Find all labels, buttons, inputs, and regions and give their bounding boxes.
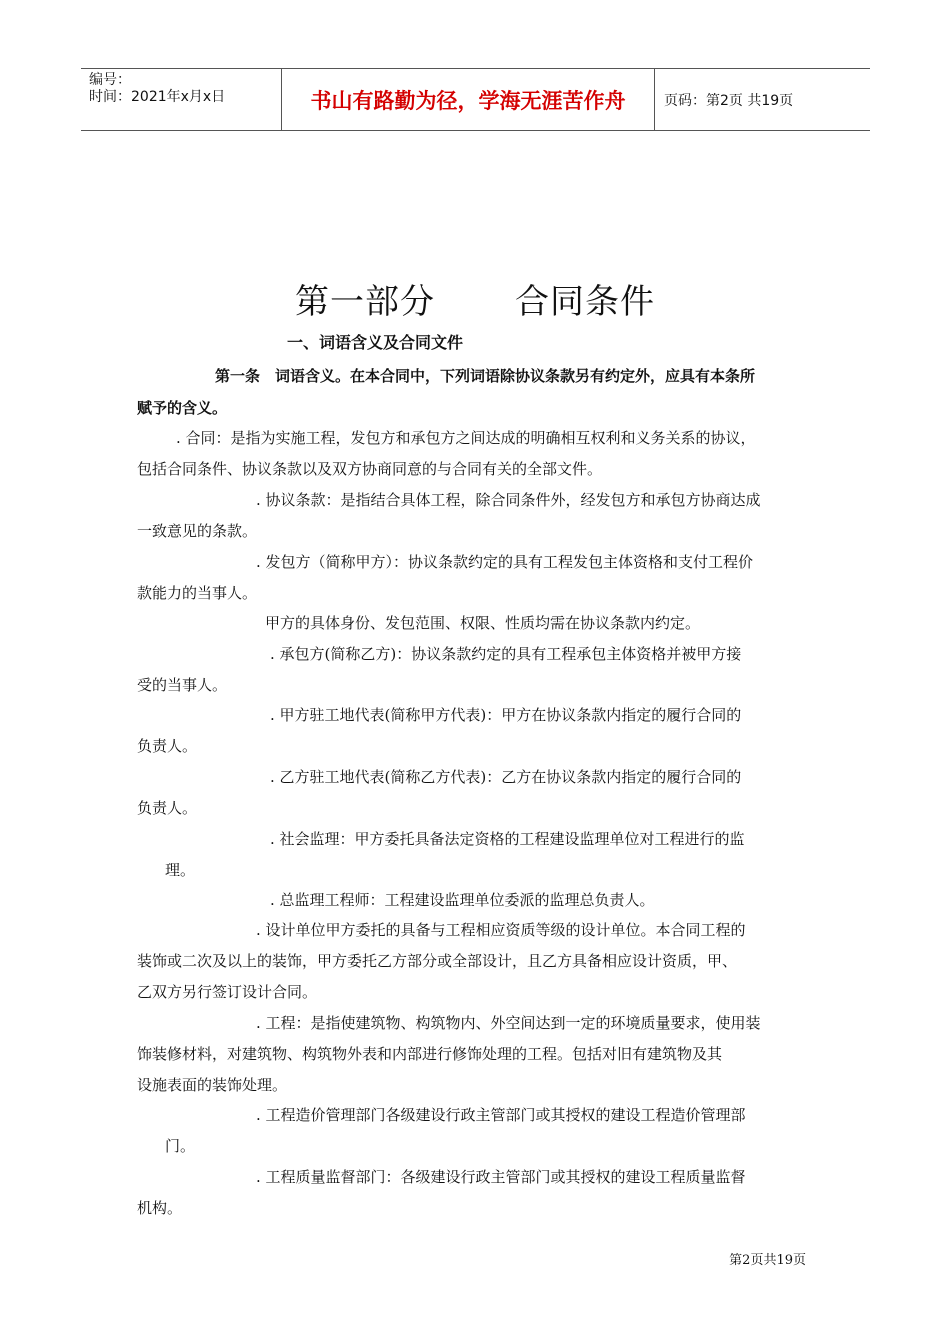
paragraph-line: 设施表面的装饰处理。 <box>137 1076 288 1094</box>
paragraph-line: 饰装修材料，对建筑物、构筑物外表和内部进行修饰处理的工程。包括对旧有建筑物及其 <box>137 1045 723 1063</box>
paragraph-line: . 乙方驻工地代表(简称乙方代表)：乙方在协议条款内指定的履行合同的 <box>270 768 742 786</box>
paragraph-line: 负责人。 <box>137 799 198 817</box>
paragraph-line: . 合同：是指为实施工程，发包方和承包方之间达成的明确相互权利和义务关系的协议， <box>176 429 756 447</box>
time-label: 时间：2021年x月x日 <box>89 89 226 105</box>
document-title <box>0 274 950 323</box>
paragraph-line: . 发包方（简称甲方）：协议条款约定的具有工程发包主体资格和支付工程价 <box>256 553 754 571</box>
paragraph-line: 理。 <box>165 861 196 879</box>
header-meta <box>81 69 282 130</box>
title-part: 第一部分 <box>295 282 435 322</box>
title-name: 合同条件 <box>515 282 655 322</box>
paragraph-line: . 工程：是指使建筑物、构筑物内、外空间达到一定的环境质量要求，使用装 <box>256 1014 761 1032</box>
paragraph-line: . 社会监理：甲方委托具备法定资格的工程建设监理单位对工程进行的监 <box>270 830 745 848</box>
paragraph-line: 款能力的当事人。 <box>137 584 258 602</box>
paragraph-line: . 工程质量监督部门：各级建设行政主管部门或其授权的建设工程质量监督 <box>256 1168 746 1186</box>
article-1-line-1: 第一条 词语含义。在本合同中，下列词语除协议条款另有约定外，应具有本条所 <box>215 367 756 385</box>
page-footer: 第2页共19页 <box>729 1253 806 1268</box>
paragraph-line: 受的当事人。 <box>137 676 228 694</box>
page-header <box>81 68 870 131</box>
paragraph-line: 一致意见的条款。 <box>137 522 258 540</box>
paragraph-line: . 甲方驻工地代表(简称甲方代表)：甲方在协议条款内指定的履行合同的 <box>270 706 742 724</box>
paragraph-line: . 工程造价管理部门各级建设行政主管部门或其授权的建设工程造价管理部 <box>256 1106 746 1124</box>
paragraph-line: . 承包方(简称乙方)：协议条款约定的具有工程承包主体资格并被甲方接 <box>270 645 742 663</box>
header-motto: 书山有路勤为径，学海无涯苦作舟 <box>282 69 655 130</box>
paragraph-line: . 设计单位甲方委托的具备与工程相应资质等级的设计单位。本合同工程的 <box>256 921 746 939</box>
paragraph-line: 甲方的具体身份、发包范围、权限、性质均需在协议条款内约定。 <box>265 614 701 632</box>
number-label: 编号： <box>89 72 131 88</box>
paragraph-line: . 协议条款：是指结合具体工程，除合同条件外，经发包方和承包方协商达成 <box>256 491 761 509</box>
paragraph-line: 装饰或二次及以上的装饰，甲方委托乙方部分或全部设计，且乙方具备相应设计资质，甲、 <box>137 952 738 970</box>
paragraph-line: . 总监理工程师：工程建设监理单位委派的监理总负责人。 <box>270 891 655 909</box>
header-page-info: 页码：第2页 共19页 <box>664 92 794 109</box>
paragraph-line: 门。 <box>165 1137 196 1155</box>
article-1-line-2: 赋予的含义。 <box>137 399 228 417</box>
paragraph-line: 机构。 <box>137 1199 183 1217</box>
section-heading: 一、词语含义及合同文件 <box>287 333 464 352</box>
paragraph-line: 包括合同条件、协议条款以及双方协商同意的与合同有关的全部文件。 <box>137 460 603 478</box>
paragraph-line: 乙双方另行签订设计合同。 <box>137 983 318 1001</box>
paragraph-line: 负责人。 <box>137 737 198 755</box>
